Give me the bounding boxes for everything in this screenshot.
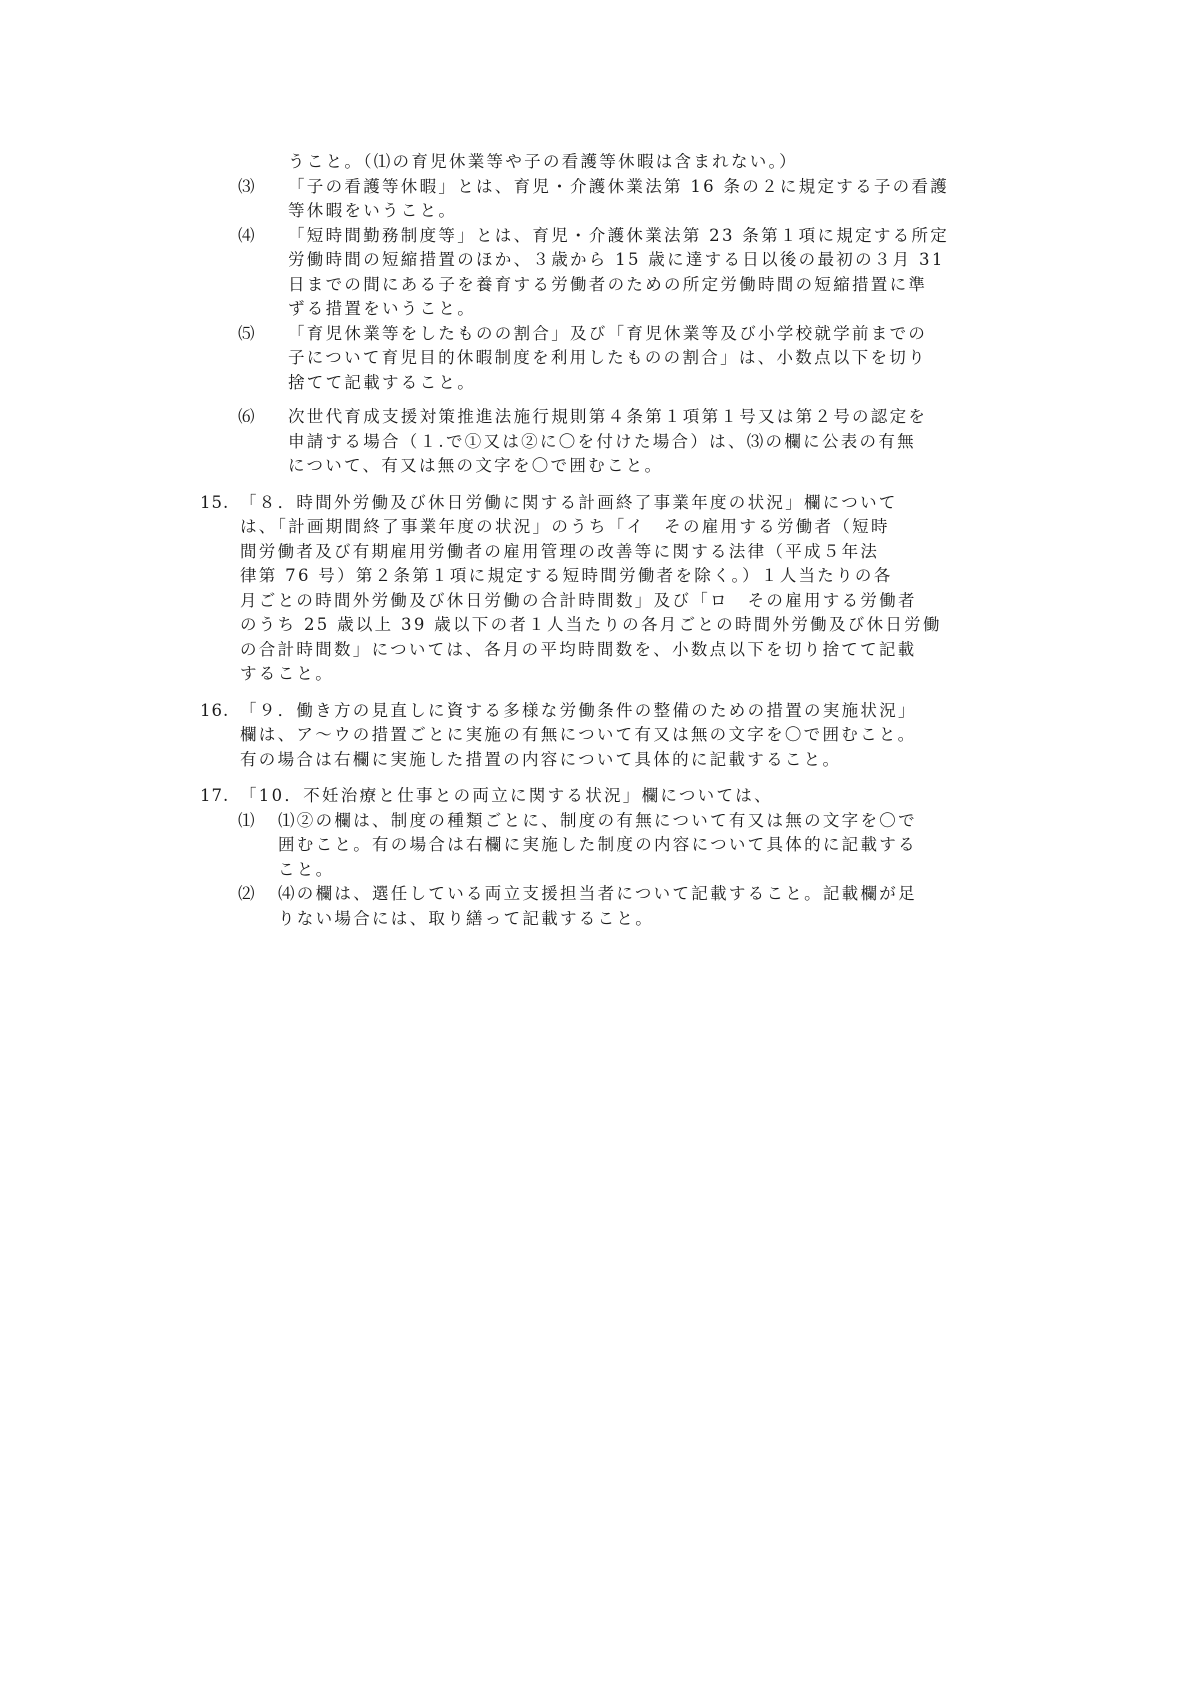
text-line: 「子の看護等休暇」とは、育児・介護休業法第 16 条の２に規定する子の看護: [288, 176, 950, 196]
text-line: 労働時間の短縮措置のほか、３歳から 15 歳に達する日以後の最初の３月 31: [288, 250, 945, 269]
text-line: りない場合には、取り繕って記載すること。: [278, 908, 654, 928]
text-line: 有の場合は右欄に実施した措置の内容について具体的に記載すること。: [240, 749, 842, 769]
subitem-number: ⑹: [238, 407, 255, 426]
item-number: 17.: [200, 786, 230, 805]
text-line: ずる措置をいうこと。: [288, 299, 476, 318]
text-line: こと。: [278, 859, 335, 879]
text-line: 「短時間勤務制度等」とは、育児・介護休業法第 23 条第１項に規定する所定: [288, 225, 950, 245]
text-line: 捨てて記載すること。: [288, 372, 476, 392]
text-line: 月ごとの時間外労働及び休日労働の合計時間数」及び「ロ その雇用する労働者: [240, 590, 917, 610]
text-line: 「８．時間外労働及び休日労働に関する計画終了事業年度の状況」欄について: [240, 492, 898, 512]
subitem-3: [200, 175, 1002, 224]
text-line: 「育児休業等をしたものの割合」及び「育児休業等及び小学校就学前までの: [288, 323, 928, 343]
text-line: 「10．不妊治療と仕事との両立に関する状況」欄については、: [240, 786, 773, 805]
text-line: のうち 25 歳以上 39 歳以下の者１人当たりの各月ごとの時間外労働及び休日労働: [240, 615, 942, 634]
text-line: すること。: [240, 664, 334, 683]
item-16: [200, 699, 1002, 773]
subitem-number: ⑵: [238, 884, 255, 903]
text-line: 「９．働き方の見直しに資する多様な労働条件の整備のための措置の実施状況」: [240, 700, 917, 720]
item-17-subitem-2: [200, 882, 1002, 931]
text-line: について、有又は無の文字を〇で囲むこと。: [288, 456, 664, 475]
text-line: 欄は、ア～ウの措置ごとに実施の有無について有又は無の文字を〇で囲むこと。: [240, 725, 917, 744]
text-line: 子について育児目的休暇制度を利用したものの割合」は、小数点以下を切り: [288, 348, 927, 367]
text-line: は、「計画期間終了事業年度の状況」のうち「イ その雇用する労働者（短時: [240, 517, 890, 536]
subitem-6: [200, 405, 1002, 479]
item-number: 15.: [200, 492, 230, 512]
subitem-5: [200, 322, 1002, 396]
text-line: 間労働者及び有期雇用労働者の雇用管理の改善等に関する法律（平成５年法: [240, 541, 880, 561]
subitem-number: ⑸: [238, 323, 255, 343]
text-line: 等休暇をいうこと。: [288, 201, 458, 220]
subitem-number: ⑴: [238, 810, 255, 830]
text-line: 囲むこと。有の場合は右欄に実施した制度の内容について具体的に記載する: [278, 835, 917, 854]
subitem-number: ⑶: [238, 176, 255, 196]
text-line: の合計時間数」については、各月の平均時間数を、小数点以下を切り捨てて記載: [240, 639, 917, 659]
item-15: [200, 491, 1002, 687]
instructions-text: [200, 150, 1002, 931]
item-number: 16.: [200, 700, 230, 720]
subitem-number: ⑷: [238, 225, 255, 245]
item-17: [200, 784, 1002, 809]
text-line: 申請する場合（１.で①又は②に〇を付けた場合）は、⑶の欄に公表の有無: [288, 431, 916, 451]
text-line: ⑴②の欄は、制度の種類ごとに、制度の有無について有又は無の文字を〇で: [278, 810, 917, 830]
text-line: 日までの間にある子を養育する労働者のための所定労働時間の短縮措置に準: [288, 274, 928, 294]
subitem-4: [200, 224, 1002, 322]
text-line: 次世代育成支援対策推進法施行規則第４条第１項第１号又は第２号の認定を: [288, 407, 928, 426]
item-17-subitem-1: [200, 809, 1002, 883]
text-line: 律第 76 号）第２条第１項に規定する短時間労働者を除く。）１人当たりの各: [240, 566, 893, 585]
text-line: ⑷の欄は、選任している両立支援担当者について記載すること。記載欄が足: [278, 884, 917, 903]
continuation-line: うこと。（⑴の育児休業等や子の看護等休暇は含まれない。）: [288, 152, 798, 171]
